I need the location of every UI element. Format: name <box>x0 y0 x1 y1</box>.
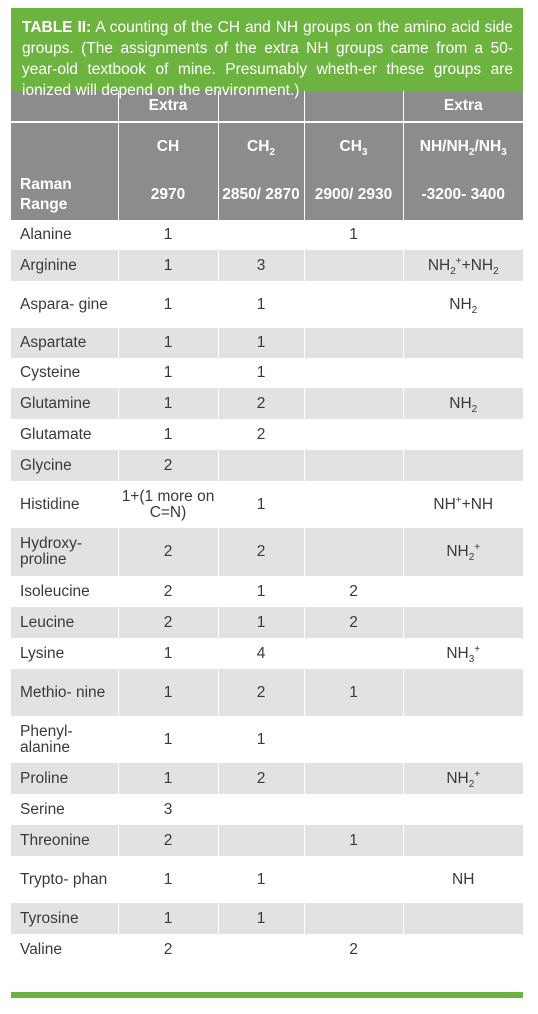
ch2-cell: 1 <box>218 576 304 607</box>
name-cell: Trypto- phan <box>11 856 118 903</box>
caption-label: TABLE II: <box>22 19 92 36</box>
ch2-cell: 2 <box>218 763 304 794</box>
header-cell: 2850/ 2870 <box>218 170 304 220</box>
nh-cell: $NH_2$ <box>403 388 523 419</box>
table-row <box>11 763 523 794</box>
ch-cell: 2 <box>118 528 218 576</box>
table-row <box>11 825 523 856</box>
nh-cell <box>403 220 523 250</box>
nh-cell <box>403 669 523 716</box>
ch3-cell: 2 <box>304 934 403 965</box>
table-row <box>11 388 523 419</box>
header-cell: $CH_2$ <box>218 122 304 170</box>
ch-cell: 1+(1 more on C=N) <box>118 481 218 528</box>
ch-cell: 1 <box>118 903 218 934</box>
ch3-cell <box>304 250 403 281</box>
table-row <box>11 358 523 388</box>
name-cell: Aspara- gine <box>11 281 118 328</box>
ch2-cell: 1 <box>218 481 304 528</box>
ch-cell: 1 <box>118 328 218 358</box>
table-frame <box>11 8 523 965</box>
ch-cell: 1 <box>118 856 218 903</box>
ch3-cell <box>304 794 403 825</box>
ch-cell: 1 <box>118 669 218 716</box>
table-row <box>11 794 523 825</box>
header-cell: Extra <box>403 91 523 122</box>
name-cell: Valine <box>11 934 118 965</box>
name-cell: Phenyl- alanine <box>11 716 118 763</box>
ch3-cell: 2 <box>304 607 403 638</box>
nh-cell <box>403 794 523 825</box>
nh-cell <box>403 576 523 607</box>
header-row-raman <box>11 170 523 220</box>
table-row <box>11 528 523 576</box>
ch2-cell: 1 <box>218 328 304 358</box>
table-row <box>11 903 523 934</box>
name-cell: Glutamine <box>11 388 118 419</box>
ch3-cell: 1 <box>304 669 403 716</box>
name-cell: Glycine <box>11 450 118 481</box>
nh-cell: $NH_2^+$ <box>403 528 523 576</box>
header-cell <box>11 122 118 170</box>
ch2-cell <box>218 825 304 856</box>
name-cell: Serine <box>11 794 118 825</box>
ch3-cell: 1 <box>304 220 403 250</box>
ch-cell: 2 <box>118 576 218 607</box>
bottom-accent-bar <box>11 992 523 998</box>
ch-cell: 1 <box>118 250 218 281</box>
header-cell: 2900/ 2930 <box>304 170 403 220</box>
ch3-cell <box>304 358 403 388</box>
ch2-cell: 3 <box>218 250 304 281</box>
name-cell: Leucine <box>11 607 118 638</box>
ch2-cell: 2 <box>218 388 304 419</box>
header-cell: $NH/NH_2/NH_3$ <box>403 122 523 170</box>
ch-cell: 1 <box>118 716 218 763</box>
ch2-cell: 1 <box>218 716 304 763</box>
ch3-cell <box>304 856 403 903</box>
name-cell: Methio- nine <box>11 669 118 716</box>
raman-range-label: Raman Range <box>11 170 118 220</box>
header-cell: -3200- 3400 <box>403 170 523 220</box>
header-cell: CH <box>118 122 218 170</box>
nh-cell <box>403 903 523 934</box>
nh-cell <box>403 419 523 450</box>
ch3-cell <box>304 450 403 481</box>
ch3-cell: 2 <box>304 576 403 607</box>
table-row <box>11 220 523 250</box>
ch3-cell <box>304 481 403 528</box>
ch2-cell: 1 <box>218 856 304 903</box>
ch2-cell: 2 <box>218 419 304 450</box>
table-row <box>11 576 523 607</box>
name-cell: Isoleucine <box>11 576 118 607</box>
table-caption <box>11 8 523 99</box>
name-cell: Proline <box>11 763 118 794</box>
ch-cell: 2 <box>118 825 218 856</box>
table-row <box>11 328 523 358</box>
nh-cell <box>403 328 523 358</box>
table-row <box>11 481 523 528</box>
caption-text: A counting of the CH and NH groups on the amino acid side groups. (The assignments of the extra NH groups came from a 50-year-old textbook of mine. Presumably wheth-er these groups are ionized will depend on the environment.) <box>22 19 514 99</box>
ch2-cell: 4 <box>218 638 304 669</box>
ch-cell: 1 <box>118 281 218 328</box>
nh-cell: $NH_3^+$ <box>403 638 523 669</box>
ch-cell: 1 <box>118 358 218 388</box>
nh-cell: NH++NH <box>403 481 523 528</box>
nh-cell <box>403 450 523 481</box>
table-row <box>11 281 523 328</box>
ch3-cell <box>304 328 403 358</box>
ch2-cell: 1 <box>218 903 304 934</box>
table-row <box>11 934 523 965</box>
ch2-cell: 2 <box>218 669 304 716</box>
ch-cell: 2 <box>118 450 218 481</box>
nh-cell: $NH_2$ <box>403 281 523 328</box>
ch3-cell <box>304 903 403 934</box>
ch2-cell <box>218 794 304 825</box>
ch-cell: 1 <box>118 638 218 669</box>
ch2-cell: 2 <box>218 528 304 576</box>
table-row <box>11 638 523 669</box>
table-row <box>11 250 523 281</box>
header-cell: Extra <box>118 91 218 122</box>
nh-cell: $NH_2^++NH_2$ <box>403 250 523 281</box>
ch2-cell: 1 <box>218 281 304 328</box>
ch3-cell <box>304 281 403 328</box>
nh-cell <box>403 825 523 856</box>
nh-cell <box>403 716 523 763</box>
table-row <box>11 716 523 763</box>
table-row <box>11 419 523 450</box>
data-table <box>11 91 523 965</box>
ch-cell: 1 <box>118 763 218 794</box>
name-cell: Alanine <box>11 220 118 250</box>
nh-cell <box>403 607 523 638</box>
name-cell: Histidine <box>11 481 118 528</box>
ch3-cell <box>304 716 403 763</box>
table-row <box>11 450 523 481</box>
name-cell: Arginine <box>11 250 118 281</box>
ch3-cell <box>304 638 403 669</box>
header-cell: 2970 <box>118 170 218 220</box>
name-cell: Tyrosine <box>11 903 118 934</box>
nh-cell: NH <box>403 856 523 903</box>
ch-cell: 1 <box>118 220 218 250</box>
nh-cell: $NH_2^+$ <box>403 763 523 794</box>
ch-cell: 1 <box>118 419 218 450</box>
table-row <box>11 669 523 716</box>
name-cell: Aspartate <box>11 328 118 358</box>
header-cell <box>304 91 403 122</box>
ch3-cell <box>304 388 403 419</box>
ch-cell: 2 <box>118 607 218 638</box>
ch2-cell: 1 <box>218 607 304 638</box>
nh-cell <box>403 934 523 965</box>
ch-cell: 2 <box>118 934 218 965</box>
ch3-cell: 1 <box>304 825 403 856</box>
ch2-cell <box>218 934 304 965</box>
ch2-cell <box>218 450 304 481</box>
name-cell: Cysteine <box>11 358 118 388</box>
ch3-cell <box>304 528 403 576</box>
name-cell: Hydroxy- proline <box>11 528 118 576</box>
table-row <box>11 607 523 638</box>
nh-cell <box>403 358 523 388</box>
header-cell: $CH_3$ <box>304 122 403 170</box>
ch2-cell <box>218 220 304 250</box>
ch-cell: 1 <box>118 388 218 419</box>
ch3-cell <box>304 419 403 450</box>
name-cell: Glutamate <box>11 419 118 450</box>
name-cell: Lysine <box>11 638 118 669</box>
ch3-cell <box>304 763 403 794</box>
ch2-cell: 1 <box>218 358 304 388</box>
name-cell: Threonine <box>11 825 118 856</box>
ch-cell: 3 <box>118 794 218 825</box>
table-row <box>11 856 523 903</box>
table-body <box>11 220 523 965</box>
header-row-groups <box>11 122 523 170</box>
